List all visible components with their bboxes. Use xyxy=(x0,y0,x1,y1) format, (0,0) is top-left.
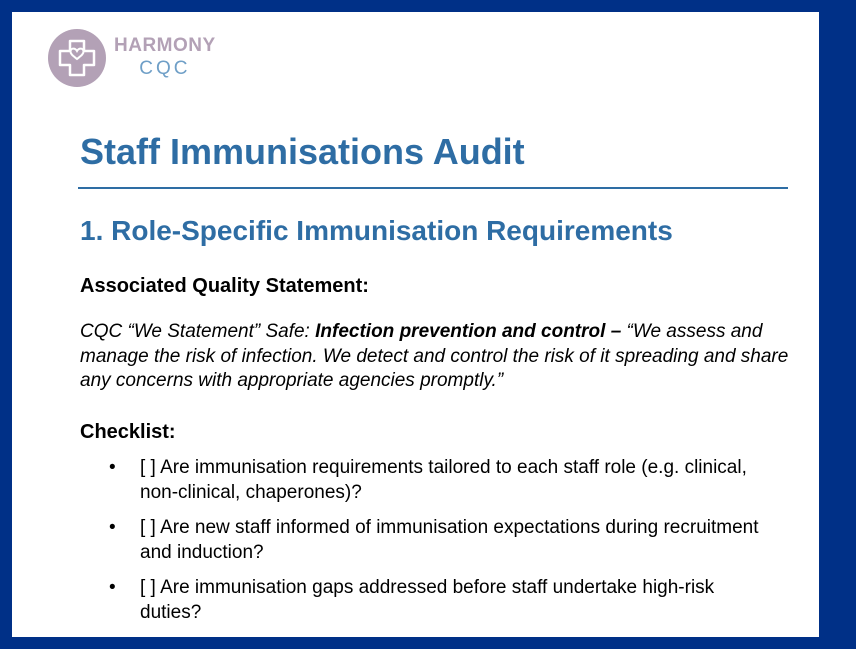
section-heading: 1. Role-Specific Immunisation Requirements xyxy=(80,215,673,246)
logo-text xyxy=(114,35,216,81)
document-page xyxy=(12,12,819,637)
bullet-icon: • xyxy=(109,517,116,538)
quality-statement-text xyxy=(80,320,800,394)
harmony-cqc-logo xyxy=(48,29,216,87)
checklist-label: Checklist: xyxy=(80,421,176,443)
page-title: Staff Immunisations Audit xyxy=(80,131,525,172)
title-divider xyxy=(78,187,788,189)
heart-cross-icon xyxy=(48,29,106,87)
bullet-icon: • xyxy=(109,577,116,598)
bullet-icon: • xyxy=(109,457,116,478)
quality-statement-rest: “We assess and manage the risk of infection. We detect and control the risk of it spreading and share any concerns with appropriate agencies promptly.” xyxy=(80,321,789,391)
quality-statement-prefix: CQC “We Statement” Safe: xyxy=(80,321,316,342)
checklist-item-text: [ ] Are immunisation requirements tailored to each staff role (e.g. clinical, non-clinical, chaperones)? xyxy=(140,457,747,503)
quality-statement-bold: Infection prevention and control – xyxy=(315,321,622,342)
checklist-item-text: [ ] Are new staff informed of immunisation expectations during recruitment and induction? xyxy=(140,517,759,563)
quality-statement-label: Associated Quality Statement: xyxy=(80,275,369,297)
checklist-item-text: [ ] Are immunisation gaps addressed before staff undertake high-risk duties? xyxy=(140,577,715,623)
checklist-item xyxy=(80,576,760,625)
checklist-item xyxy=(80,516,760,565)
checklist xyxy=(80,456,760,636)
logo-name: HARMONY xyxy=(114,35,216,56)
logo-subtitle: CQC xyxy=(139,58,191,79)
checklist-item xyxy=(80,456,760,505)
